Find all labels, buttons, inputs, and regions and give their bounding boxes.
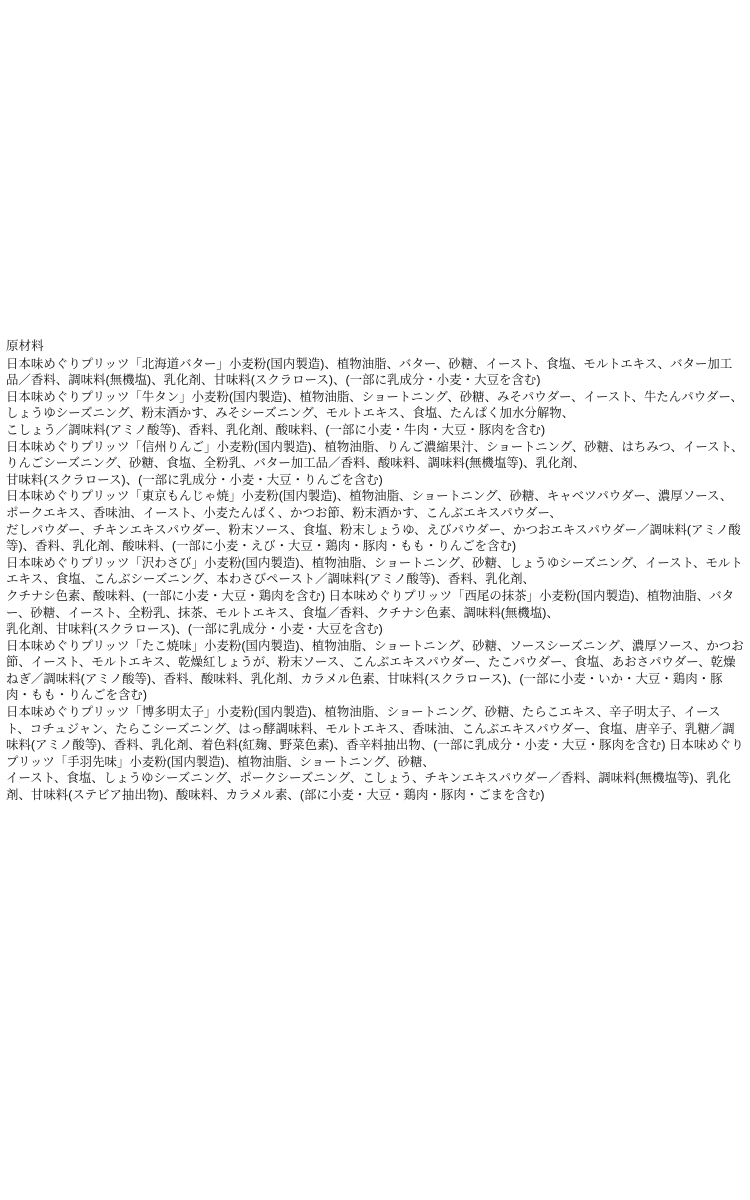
ingredient-paragraph: クチナシ色素、酸味料、(一部に小麦・大豆・鶏肉を含む) 日本味めぐりプリッツ「西尾の抹茶」小麦粉(国内製造)、植物油脂、バター、砂糖、イースト、全粉乳、抹茶、モルトエキス、食塩／香料、クチナシ色素、調味料(無機塩)、: [6, 588, 735, 620]
ingredient-paragraph: 乳化剤、甘味料(スクラロース)、(一部に乳成分・小麦・大豆を含む): [6, 622, 383, 637]
ingredient-paragraph: 日本味めぐりプリッツ「牛タン」小麦粉(国内製造)、植物油脂、ショートニング、砂糖、みそパウダー、イースト、牛たんパウダー、しょうゆシーズニング、粉末酒かす、みそシーズニング、モルトエキス、食塩、たんぱく加水分解物、: [6, 389, 743, 421]
ingredient-paragraph: 日本味めぐりプリッツ「沢わさび」小麦粉(国内製造)、植物油脂、ショートニング、砂糖、しょうゆシーズニング、イースト、モルトエキス、食塩、こんぶシーズニング、本わさびペースト／調味料(アミノ酸等)、香料、乳化剤、: [6, 555, 743, 587]
ingredients-section: [6, 338, 744, 804]
ingredient-paragraph: 日本味めぐりプリッツ「たこ焼味」小麦粉(国内製造)、植物油脂、ショートニング、砂糖、ソースシーズニング、濃厚ソース、かつお節、イースト、モルトエキス、乾燥紅しょうが、粉末ソース、こんぶエキスパウダー、たこパウダー、食塩、あおさパウダー、乾燥ねぎ／調味料(アミノ酸等)、香料、酸味料、乳化剤、カラメル色素、甘味料(スクラロース)、(一部に小麦・いか・大豆・鶏肉・豚肉・もも・りんごを含む): [6, 638, 744, 703]
ingredient-paragraph: 日本味めぐりプリッツ「東京もんじゃ焼」小麦粉(国内製造)、植物油脂、ショートニング、砂糖、キャベツパウダー、濃厚ソース、ポークエキス、香味油、イースト、小麦たんぱく、かつお節、粉末酒かす、こんぶエキスパウダー、: [6, 489, 733, 520]
section-heading: 原材料: [6, 339, 44, 353]
ingredient-paragraph: イースト、食塩、しょうゆシーズニング、ポークシーズニング、こしょう、チキンエキスパウダー／香料、調味料(無機塩等)、乳化剤、甘味料(ステビア抽出物)、酸味料、カラメル素、(部に小麦・大豆・鶏肉・豚肉・ごまを含む): [6, 771, 731, 803]
ingredient-paragraph: だしパウダー、チキンエキスパウダー、粉末ソース、食塩、粉末しょうゆ、えびパウダー、かつおエキスパウダー／調味料(アミノ酸等)、香料、乳化剤、酸味料、(一部に小麦・えび・大豆・鶏肉・豚肉・もも・りんごを含む): [6, 522, 741, 554]
ingredient-paragraph: 日本味めぐりプリッツ「北海道バター」小麦粉(国内製造)、植物油脂、バター、砂糖、イースト、食塩、モルトエキス、バター加工品／香料、調味料(無機塩)、乳化剤、甘味料(スクラロース)、(一部に乳成分・小麦・大豆を含む): [6, 356, 733, 388]
ingredient-paragraph: 甘味料(スクラロース)、(一部に乳成分・小麦・大豆・りんごを含む): [6, 472, 383, 487]
ingredient-paragraph: こしょう／調味料(アミノ酸等)、香料、乳化剤、酸味料、(一部に小麦・牛肉・大豆・豚肉を含む): [6, 422, 546, 437]
ingredient-paragraph: 日本味めぐりプリッツ「博多明太子」小麦粉(国内製造)、植物油脂、ショートニング、砂糖、たらこエキス、辛子明太子、イースト、コチュジャン、たらこシーズニング、はっ酵調味料、モルトエキス、香味油、こんぶエキスパウダー、食塩、唐辛子、乳糖／調味料(アミノ酸等)、香料、乳化剤、着色料(紅麹、野菜色素)、香辛料抽出物、(一部に乳成分・小麦・大豆・豚肉を含む) 日本味めぐりプリッツ「手羽先味」小麦粉(国内製造)、植物油脂、ショートニング、砂糖、: [6, 705, 744, 769]
ingredient-paragraph: 日本味めぐりプリッツ「信州りんご」小麦粉(国内製造)、植物油脂、りんご濃縮果汁、ショートニング、砂糖、はちみつ、イースト、りんごシーズニング、砂糖、食塩、全粉乳、バター加工品／香料、酸味料、調味料(無機塩等)、乳化剤、: [6, 439, 744, 471]
